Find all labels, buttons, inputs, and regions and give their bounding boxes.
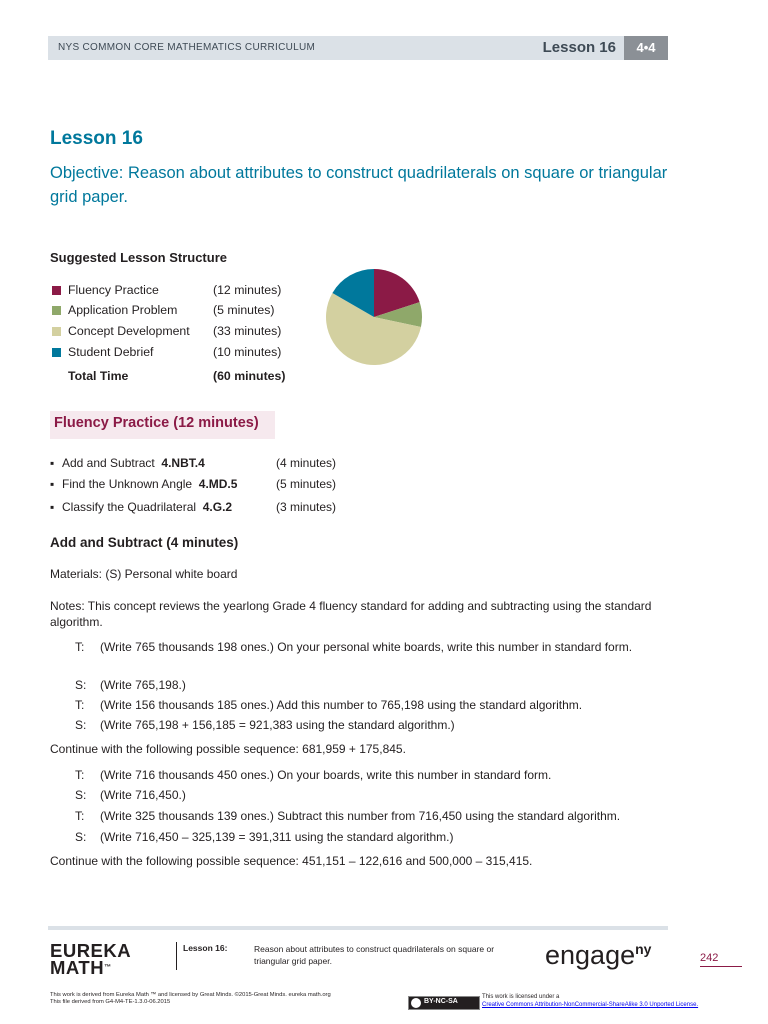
footer-rule <box>48 926 668 930</box>
continue-text: Continue with the following possible sequence: 451,151 – 122,616 and 500,000 – 315,415. <box>50 854 533 868</box>
total-minutes: (60 minutes) <box>213 369 286 383</box>
structure-item-minutes: (10 minutes) <box>213 345 282 359</box>
dialog-text: (Write 325 thousands 139 ones.) Subtract this number from 716,450 using the standard algorithm. <box>100 809 621 823</box>
dialog-text: (Write 716,450.) <box>100 788 186 802</box>
structure-item-minutes: (12 minutes) <box>213 283 282 297</box>
logo-line: EUREKA <box>50 940 132 961</box>
fluency-item-minutes: (5 minutes) <box>276 477 337 491</box>
module-tag: 4•4 <box>624 36 668 60</box>
eureka-math-logo <box>50 942 131 976</box>
fluency-item-label <box>62 500 232 514</box>
notes-text: Notes: This concept reviews the yearlong Grade 4 fluency standard for adding and subtracting using the standard algorithm. <box>50 599 652 629</box>
lesson-structure-pie-chart <box>324 267 424 367</box>
fluency-item-label <box>62 477 237 491</box>
structure-item-name: Fluency Practice <box>68 283 159 297</box>
legend-swatch <box>52 286 61 295</box>
cc-license-badge <box>408 996 480 1010</box>
credit-line: This work is derived from Eureka Math ™ and licensed by Great Minds. ©2015-Great Minds. eureka math.org <box>50 992 331 998</box>
logo-line: MATH <box>50 957 105 978</box>
fluency-item-name: Find the Unknown Angle <box>62 477 193 491</box>
bullet-icon: ▪ <box>50 477 55 491</box>
cc-icon <box>411 998 421 1008</box>
dialog-text: (Write 716,450 – 325,139 = 391,311 using the standard algorithm.) <box>100 830 454 844</box>
legend-swatch <box>52 327 61 336</box>
footer-divider <box>176 942 177 970</box>
dialog-text: (Write 765,198.) <box>100 678 186 692</box>
structure-item-name: Student Debrief <box>68 345 154 359</box>
total-label: Total Time <box>68 369 129 383</box>
speaker: T: <box>75 768 85 782</box>
engageny-logo <box>545 940 651 971</box>
logo-line-2 <box>50 959 131 976</box>
dialog-text: (Write 716 thousands 450 ones.) On your boards, write this number in standard form. <box>100 768 552 782</box>
credit-line: This file derived from G4-M4-TE-1.3.0-06.2015 <box>50 999 171 1005</box>
materials-text: Materials: (S) Personal white board <box>50 567 238 581</box>
engage-text: engage <box>545 940 636 970</box>
footer-lesson: Lesson 16: <box>183 943 228 953</box>
fluency-item-name: Classify the Quadrilateral <box>62 500 197 514</box>
structure-item-minutes: (33 minutes) <box>213 324 282 338</box>
page-number: 242 <box>700 952 719 964</box>
dialog-text: (Write 156 thousands 185 ones.) Add this number to 765,198 using the standard algorithm. <box>100 698 583 712</box>
ny-text: ny <box>635 941 652 957</box>
legend-swatch <box>52 348 61 357</box>
lesson-title: Lesson 16 <box>50 128 143 149</box>
header-lesson: Lesson 16 <box>542 39 616 56</box>
structure-heading: Suggested Lesson Structure <box>50 250 227 265</box>
continue-text: Continue with the following possible sequence: 681,959 + 175,845. <box>50 742 406 756</box>
fluency-item-minutes: (3 minutes) <box>276 500 337 514</box>
fluency-item-standard: 4.MD.5 <box>198 477 238 491</box>
speaker: T: <box>75 640 85 654</box>
license-line: This work is licensed under a <box>482 994 560 1000</box>
bullet-icon: ▪ <box>50 456 55 470</box>
fluency-heading: Fluency Practice (12 minutes) <box>54 415 259 431</box>
dialog-text: (Write 765 thousands 198 ones.) On your personal white boards, write this number in standard form. <box>100 640 633 654</box>
cc-badge-text: BY-NC-SA <box>424 998 458 1005</box>
legend-swatch <box>52 306 61 315</box>
speaker: S: <box>75 678 87 692</box>
speaker: S: <box>75 830 87 844</box>
credit-text <box>50 992 331 1006</box>
speaker: S: <box>75 788 87 802</box>
speaker: T: <box>75 698 85 712</box>
section-heading: Add and Subtract (4 minutes) <box>50 535 239 550</box>
curriculum-label: NYS COMMON CORE MATHEMATICS CURRICULUM <box>58 42 316 53</box>
structure-item-minutes: (5 minutes) <box>213 303 275 317</box>
fluency-item-standard: 4.G.2 <box>202 500 233 514</box>
fluency-item-standard: 4.NBT.4 <box>161 456 205 470</box>
lesson-objective: Objective: Reason about attributes to construct quadrilaterals on square or triangular grid paper. <box>50 164 668 206</box>
dialog-text: (Write 765,198 + 156,185 = 921,383 using the standard algorithm.) <box>100 718 455 732</box>
trademark-mark: ™ <box>104 964 112 971</box>
structure-item-name: Concept Development <box>68 324 190 338</box>
page-number-rule <box>700 966 742 967</box>
bullet-icon: ▪ <box>50 500 55 514</box>
fluency-item-name: Add and Subtract <box>62 456 155 470</box>
fluency-item-minutes: (4 minutes) <box>276 456 337 470</box>
running-header <box>48 36 668 60</box>
structure-item-name: Application Problem <box>68 303 178 317</box>
fluency-item-label <box>62 456 205 470</box>
speaker: S: <box>75 718 87 732</box>
fluency-heading-box <box>50 411 275 439</box>
speaker: T: <box>75 809 85 823</box>
footer-description: Reason about attributes to construct quadrilaterals on square or triangular grid paper. <box>254 944 495 966</box>
license-link[interactable]: Creative Commons Attribution-NonCommercial-ShareAlike 3.0 Unported License. <box>482 1002 699 1008</box>
license-text <box>482 993 698 1009</box>
